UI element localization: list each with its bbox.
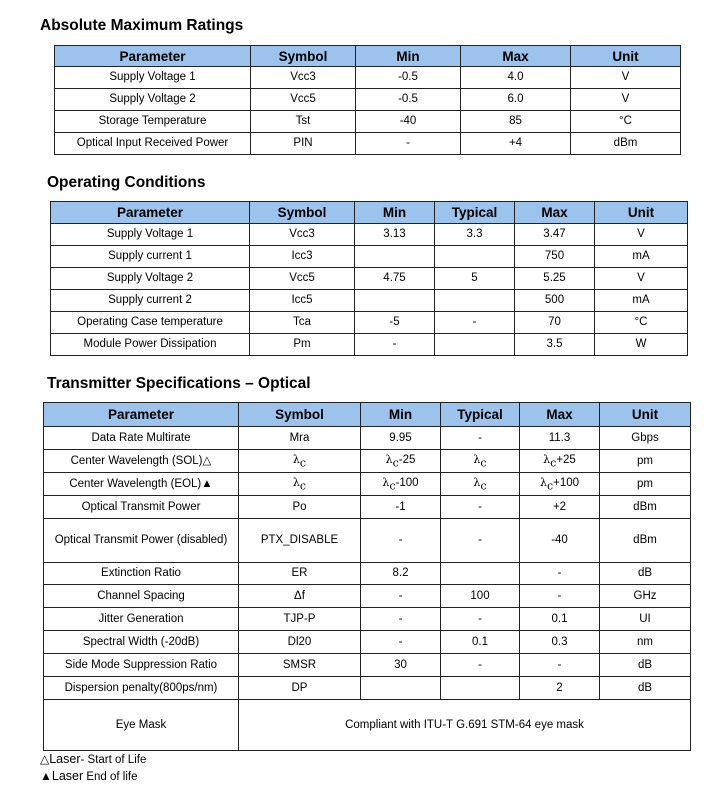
cell: Icc5 — [250, 290, 355, 312]
cell: 0.3 — [520, 631, 600, 654]
cell: PIN — [251, 133, 356, 155]
eye-mask-row — [44, 700, 691, 751]
cell: -40 — [356, 111, 461, 133]
cell — [435, 290, 515, 312]
cell: 3.47 — [515, 224, 595, 246]
cell — [361, 473, 441, 496]
cell — [441, 563, 520, 585]
cell-value: -100 — [395, 476, 419, 489]
lambda-symbol: λ — [292, 452, 300, 466]
column-header: Typical — [441, 403, 520, 427]
cell: +2 — [520, 496, 600, 519]
lambda-symbol: λ — [382, 475, 390, 489]
abs-max-title: Absolute Maximum Ratings — [40, 17, 244, 34]
cell — [441, 473, 520, 496]
column-header: Max — [461, 46, 571, 67]
cell: Dispersion penalty(800ps/nm) — [44, 677, 239, 700]
cell — [239, 450, 361, 473]
cell: Supply current 2 — [51, 290, 250, 312]
cell: - — [356, 133, 461, 155]
cell: GHz — [600, 585, 691, 608]
column-header: Parameter — [51, 202, 250, 224]
cell: Pm — [250, 334, 355, 356]
cell: Optical Transmit Power — [44, 496, 239, 519]
cell — [239, 473, 361, 496]
column-header: Min — [361, 403, 441, 427]
note-text: - Start of Life — [80, 754, 147, 766]
cell: 4.0 — [461, 67, 571, 89]
column-header: Symbol — [251, 46, 356, 67]
cell: dBm — [600, 496, 691, 519]
cell: -5 — [355, 312, 435, 334]
cell: SMSR — [239, 654, 361, 677]
cell: Tca — [250, 312, 355, 334]
note-laser-label: Laser — [49, 752, 81, 766]
cell: 70 — [515, 312, 595, 334]
cell: - — [355, 334, 435, 356]
table-row — [51, 246, 688, 268]
cell: - — [441, 496, 520, 519]
cell: dBm — [600, 519, 691, 563]
cell — [355, 290, 435, 312]
note-sol — [40, 751, 146, 768]
cell: dBm — [571, 133, 681, 155]
cell: mA — [595, 290, 688, 312]
column-header: Symbol — [239, 403, 361, 427]
cell — [361, 450, 441, 473]
cell: 85 — [461, 111, 571, 133]
lambda-symbol: λ — [473, 452, 481, 466]
footnotes — [40, 751, 146, 785]
cell: Channel Spacing — [44, 585, 239, 608]
cell: 5.25 — [515, 268, 595, 290]
table-row — [44, 519, 691, 563]
cell: Vcc3 — [251, 67, 356, 89]
cell: 5 — [435, 268, 515, 290]
table-header-row — [51, 202, 688, 224]
table-row — [51, 290, 688, 312]
cell — [520, 450, 600, 473]
cell: - — [441, 654, 520, 677]
cell: Supply Voltage 2 — [55, 89, 251, 111]
lambda-subscript: c — [299, 479, 307, 493]
cell: Optical Input Received Power — [55, 133, 251, 155]
operating-table — [50, 201, 688, 356]
cell: - — [361, 608, 441, 631]
cell: - — [441, 427, 520, 450]
table-header-row — [55, 46, 681, 67]
cell: pm — [600, 473, 691, 496]
lambda-subscript: c — [299, 456, 307, 470]
cell: V — [571, 67, 681, 89]
lambda-subscript: c — [392, 456, 399, 470]
table-row — [51, 268, 688, 290]
cell: - — [361, 585, 441, 608]
table-row — [44, 563, 691, 585]
lambda-symbol: λ — [473, 475, 481, 489]
table-header-row — [44, 403, 691, 427]
transmitter-table — [43, 402, 691, 751]
cell: 11.3 — [520, 427, 600, 450]
cell — [520, 473, 600, 496]
cell: -1 — [361, 496, 441, 519]
table-row — [44, 496, 691, 519]
table-row — [51, 312, 688, 334]
lambda-subscript: c — [389, 479, 396, 493]
cell: DP — [239, 677, 361, 700]
cell: - — [361, 519, 441, 563]
cell: Δf — [239, 585, 361, 608]
cell: 3.5 — [515, 334, 595, 356]
cell: 30 — [361, 654, 441, 677]
lambda-subscript: c — [546, 479, 554, 493]
cell — [441, 677, 520, 700]
cell: UI — [600, 608, 691, 631]
column-header: Parameter — [44, 403, 239, 427]
cell: Supply Voltage 2 — [51, 268, 250, 290]
cell: °C — [595, 312, 688, 334]
cell: 100 — [441, 585, 520, 608]
cell: +4 — [461, 133, 571, 155]
note-text: End of life — [83, 771, 138, 783]
cell: -40 — [520, 519, 600, 563]
column-header: Typical — [435, 202, 515, 224]
cell: 9.95 — [361, 427, 441, 450]
cell: PTX_DISABLE — [239, 519, 361, 563]
lambda-subscript: c — [550, 456, 557, 470]
cell: Data Rate Multirate — [44, 427, 239, 450]
cell: -0.5 — [356, 89, 461, 111]
cell: ER — [239, 563, 361, 585]
cell: Vcc3 — [250, 224, 355, 246]
cell: 6.0 — [461, 89, 571, 111]
table-row — [44, 677, 691, 700]
column-header: Unit — [571, 46, 681, 67]
cell: - — [441, 519, 520, 563]
eye-mask-cell: Compliant with ITU-T G.691 STM-64 eye mask — [239, 700, 691, 751]
column-header: Parameter — [55, 46, 251, 67]
cell-value: -25 — [398, 453, 416, 466]
cell-value: +100 — [553, 476, 580, 489]
cell: nm — [600, 631, 691, 654]
cell: Extinction Ratio — [44, 563, 239, 585]
cell: dB — [600, 654, 691, 677]
cell: -0.5 — [356, 67, 461, 89]
cell: W — [595, 334, 688, 356]
cell: Icc3 — [250, 246, 355, 268]
cell: - — [441, 608, 520, 631]
cell: Module Power Dissipation — [51, 334, 250, 356]
cell: - — [361, 631, 441, 654]
cell: Supply current 1 — [51, 246, 250, 268]
cell: dB — [600, 563, 691, 585]
column-header: Symbol — [250, 202, 355, 224]
cell: 4.75 — [355, 268, 435, 290]
table-row — [55, 89, 681, 111]
table-row — [44, 427, 691, 450]
cell: Side Mode Suppression Ratio — [44, 654, 239, 677]
cell: 3.3 — [435, 224, 515, 246]
cell: - — [435, 312, 515, 334]
lambda-symbol: λ — [539, 475, 547, 489]
abs-max-table — [54, 45, 681, 155]
cell: Optical Transmit Power (disabled) — [44, 519, 239, 563]
cell: TJP-P — [239, 608, 361, 631]
cell: Dl20 — [239, 631, 361, 654]
cell: Operating Case temperature — [51, 312, 250, 334]
cell — [361, 677, 441, 700]
cell: Spectral Width (-20dB) — [44, 631, 239, 654]
table-row — [55, 67, 681, 89]
table-row — [44, 473, 691, 496]
open-triangle-icon: △ — [40, 752, 50, 766]
lambda-subscript: c — [480, 479, 487, 493]
cell — [435, 334, 515, 356]
cell: 2 — [520, 677, 600, 700]
cell: 0.1 — [520, 608, 600, 631]
lambda-subscript: c — [480, 456, 487, 470]
cell-value: +25 — [556, 453, 576, 466]
column-header: Min — [356, 46, 461, 67]
cell: 750 — [515, 246, 595, 268]
column-header: Max — [515, 202, 595, 224]
table-row — [44, 631, 691, 654]
cell: - — [520, 654, 600, 677]
table-row — [51, 334, 688, 356]
cell: - — [520, 563, 600, 585]
note-laser-label: Laser — [51, 769, 84, 783]
cell: Mra — [239, 427, 361, 450]
cell: °C — [571, 111, 681, 133]
cell: Vcc5 — [250, 268, 355, 290]
cell: - — [520, 585, 600, 608]
cell: Storage Temperature — [55, 111, 251, 133]
table-row — [44, 585, 691, 608]
cell: V — [595, 268, 688, 290]
cell: Jitter Generation — [44, 608, 239, 631]
note-eol — [40, 768, 146, 785]
cell: 3.13 — [355, 224, 435, 246]
cell: Eye Mask — [44, 700, 239, 751]
transmitter-title: Transmitter Specifications – Optical — [47, 375, 311, 392]
cell: Tst — [251, 111, 356, 133]
lambda-symbol: λ — [543, 452, 551, 466]
cell: Center Wavelength (EOL)▲ — [44, 473, 239, 496]
table-row — [51, 224, 688, 246]
table-row — [44, 608, 691, 631]
cell: 8.2 — [361, 563, 441, 585]
lambda-symbol: λ — [292, 475, 300, 489]
table-row — [44, 450, 691, 473]
cell: 0.1 — [441, 631, 520, 654]
column-header: Unit — [600, 403, 691, 427]
column-header: Unit — [595, 202, 688, 224]
cell: Supply Voltage 1 — [55, 67, 251, 89]
table-row — [55, 133, 681, 155]
cell: V — [595, 224, 688, 246]
column-header: Max — [520, 403, 600, 427]
lambda-symbol: λ — [385, 452, 393, 466]
table-row — [44, 654, 691, 677]
cell — [441, 450, 520, 473]
cell: Po — [239, 496, 361, 519]
filled-triangle-icon: ▲ — [40, 769, 52, 783]
cell: Vcc5 — [251, 89, 356, 111]
cell: Gbps — [600, 427, 691, 450]
cell — [355, 246, 435, 268]
cell: mA — [595, 246, 688, 268]
table-row — [55, 111, 681, 133]
cell: Center Wavelength (SOL)△ — [44, 450, 239, 473]
cell: dB — [600, 677, 691, 700]
operating-title: Operating Conditions — [47, 174, 206, 191]
cell: pm — [600, 450, 691, 473]
cell: Supply Voltage 1 — [51, 224, 250, 246]
cell: 500 — [515, 290, 595, 312]
column-header: Min — [355, 202, 435, 224]
cell — [435, 246, 515, 268]
cell: V — [571, 89, 681, 111]
